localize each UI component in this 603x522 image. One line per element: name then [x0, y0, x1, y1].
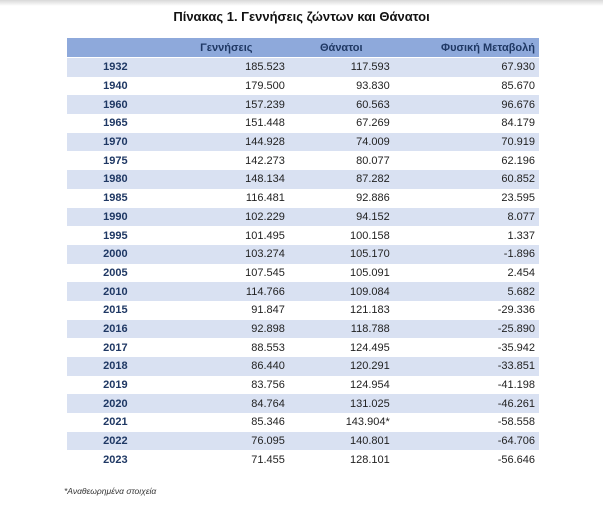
cell-births: 83.756	[251, 379, 285, 392]
cell-year: 2021	[103, 416, 128, 429]
table-row	[67, 264, 539, 283]
cell-births: 102.229	[164, 208, 289, 227]
cell-natural-change: -64.706	[394, 432, 539, 451]
cell-deaths: 118.788	[289, 320, 394, 339]
cell-deaths: 120.291	[289, 357, 394, 376]
cell-births: 85.346	[251, 416, 285, 429]
table-row	[67, 208, 539, 227]
table-row	[67, 376, 539, 395]
cell-births: 86.440	[164, 357, 289, 376]
cell-natural-change: 84.179	[501, 117, 535, 130]
cell-natural-change: 8.077	[394, 208, 539, 227]
cell-natural-change: 5.682	[394, 282, 539, 301]
cell-births: 92.898	[164, 320, 289, 339]
cell-births: 148.134	[164, 170, 289, 189]
cell-year: 1985	[103, 192, 128, 205]
table-row	[67, 114, 539, 133]
table-row	[67, 338, 539, 357]
cell-natural-change: 62.196	[501, 154, 535, 167]
cell-year: 1960	[67, 95, 164, 114]
cell-deaths: 105.170	[289, 245, 394, 264]
footnote: *Αναθεωρημένα στοιχεία	[64, 486, 157, 496]
cell-natural-change: 96.676	[394, 95, 539, 114]
table-row	[67, 394, 539, 413]
cell-year: 2000	[67, 245, 164, 264]
cell-year: 1975	[103, 154, 128, 167]
cell-natural-change: 1.337	[507, 229, 535, 242]
cell-deaths: 92.886	[356, 192, 390, 205]
table-row	[67, 301, 539, 320]
cell-deaths: 60.563	[289, 95, 394, 114]
cell-deaths: 121.183	[349, 304, 390, 317]
cropped-header-strip	[0, 0, 603, 6]
cell-year: 1995	[103, 229, 128, 242]
cell-year: 2010	[67, 282, 164, 301]
cell-deaths: 80.077	[356, 154, 390, 167]
table-row	[67, 357, 539, 376]
cell-deaths: 74.009	[289, 133, 394, 152]
cell-natural-change: -41.198	[497, 379, 535, 392]
cell-deaths: 117.593	[289, 58, 394, 77]
cell-natural-change: -58.558	[497, 416, 535, 429]
cell-deaths: 128.101	[349, 453, 390, 466]
header-natural-change: Φυσική Μεταβολή	[394, 38, 539, 58]
cell-deaths: 93.830	[356, 80, 390, 93]
cell-births: 179.500	[245, 80, 285, 93]
table-row	[67, 432, 539, 451]
cell-natural-change: -25.890	[394, 320, 539, 339]
cell-deaths: 131.025	[289, 394, 394, 413]
cell-year: 1970	[67, 133, 164, 152]
cell-births: 114.766	[164, 282, 289, 301]
cell-births: 103.274	[164, 245, 289, 264]
table-row	[67, 450, 539, 469]
cell-deaths: 124.954	[349, 379, 390, 392]
cell-year: 2023	[103, 453, 128, 466]
cell-natural-change: -56.646	[497, 453, 535, 466]
cell-births: 116.481	[245, 192, 285, 205]
cell-natural-change: -1.896	[394, 245, 539, 264]
header-births: Γεννήσεις	[164, 38, 289, 58]
table-header-row	[67, 38, 539, 58]
cell-natural-change: -29.336	[497, 304, 535, 317]
cell-year: 2005	[103, 266, 128, 279]
cell-births: 84.764	[164, 394, 289, 413]
table-row	[67, 245, 539, 264]
table-row	[67, 151, 539, 170]
table-row	[67, 58, 539, 77]
cell-deaths: 87.282	[289, 170, 394, 189]
table-row	[67, 170, 539, 189]
table-row	[67, 413, 539, 432]
cell-year: 2022	[67, 432, 164, 451]
cell-natural-change: 85.670	[501, 80, 535, 93]
cell-deaths: 124.495	[349, 341, 390, 354]
cell-deaths: 94.152	[289, 208, 394, 227]
births-deaths-table	[67, 38, 539, 469]
table-row	[67, 320, 539, 339]
cell-year: 1940	[103, 80, 128, 93]
table-row	[67, 95, 539, 114]
table-body	[67, 58, 539, 470]
header-year	[67, 38, 164, 58]
cell-deaths: 143.904*	[345, 416, 390, 429]
cell-year: 2017	[103, 341, 128, 354]
cell-year: 2019	[103, 379, 128, 392]
cell-natural-change: 60.852	[394, 170, 539, 189]
cell-births: 157.239	[164, 95, 289, 114]
cell-deaths: 67.269	[356, 117, 390, 130]
cell-deaths: 100.158	[349, 229, 390, 242]
cell-births: 71.455	[251, 453, 285, 466]
cell-year: 2016	[67, 320, 164, 339]
table-row	[67, 226, 539, 245]
cell-year: 1965	[103, 117, 128, 130]
header-deaths: Θάνατοι	[289, 38, 394, 58]
table-row	[67, 133, 539, 152]
cell-natural-change: 2.454	[507, 266, 535, 279]
cell-year: 2018	[67, 357, 164, 376]
cell-births: 88.553	[251, 341, 285, 354]
cell-natural-change: -46.261	[394, 394, 539, 413]
cell-births: 142.273	[245, 154, 285, 167]
cell-year: 2020	[67, 394, 164, 413]
cell-year: 1980	[67, 170, 164, 189]
cell-births: 91.847	[251, 304, 285, 317]
table-row	[67, 282, 539, 301]
cell-deaths: 105.091	[349, 266, 390, 279]
cell-births: 185.523	[164, 58, 289, 77]
table-row	[67, 189, 539, 208]
cell-births: 151.448	[245, 117, 285, 130]
cell-deaths: 140.801	[289, 432, 394, 451]
cell-deaths: 109.084	[289, 282, 394, 301]
table-row	[67, 77, 539, 96]
cell-natural-change: 23.595	[501, 192, 535, 205]
cell-births: 76.095	[164, 432, 289, 451]
table-title: Πίνακας 1. Γεννήσεις ζώντων και Θάνατοι	[173, 9, 430, 24]
cell-births: 144.928	[164, 133, 289, 152]
cell-natural-change: 70.919	[394, 133, 539, 152]
cell-year: 1932	[67, 58, 164, 77]
cell-births: 101.495	[245, 229, 285, 242]
cell-births: 107.545	[245, 266, 285, 279]
cell-natural-change: -33.851	[394, 357, 539, 376]
cell-year: 2015	[103, 304, 128, 317]
cell-natural-change: 67.930	[394, 58, 539, 77]
cell-natural-change: -35.942	[497, 341, 535, 354]
cell-year: 1990	[67, 208, 164, 227]
